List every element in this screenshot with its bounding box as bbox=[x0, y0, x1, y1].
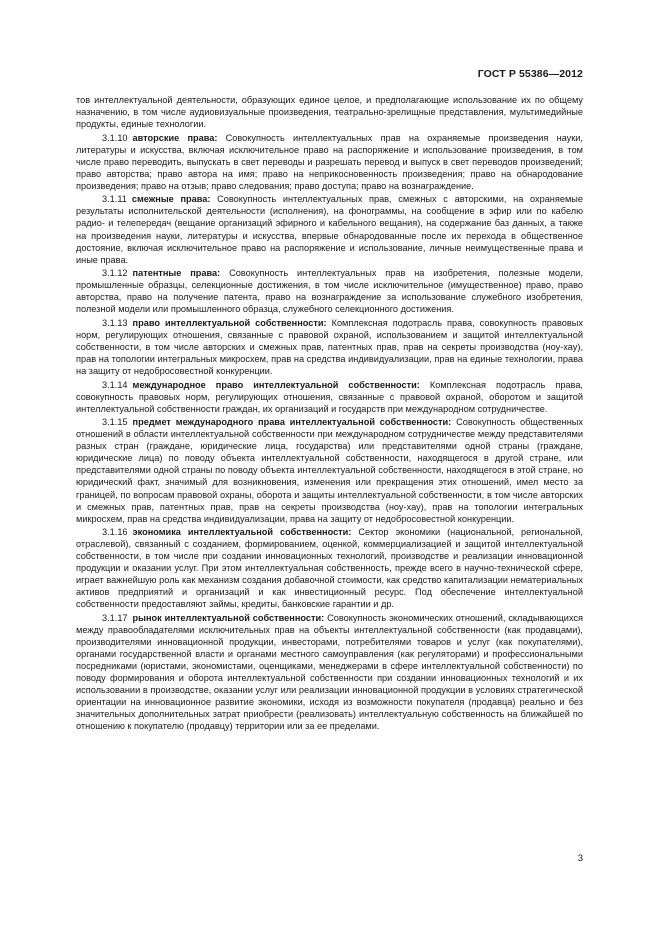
definition-3-1-10 bbox=[76, 132, 583, 192]
definition-text: Комплексная подотрасль права, совокупность правовых норм, регулирующих отношения, связанные с правовой охраной, оборотом и защитой интеллектуальной собственности граждан, их организаций и государств при международном сотрудничестве. bbox=[76, 379, 583, 414]
definition-3-1-14 bbox=[76, 379, 583, 415]
definition-number: 3.1.10 bbox=[102, 132, 128, 143]
definition-3-1-16 bbox=[76, 526, 583, 610]
definition-term: авторские права: bbox=[132, 132, 218, 143]
intro-paragraph: тов интеллектуальной деятельности, образующих единое целое, и предполагающие использование их по общему назначению, в том числе аудиовизуальные произведения, театрально-зрелищные представления, мультимедийные продукты, единые технологии. bbox=[76, 95, 583, 130]
page-number: 3 bbox=[577, 853, 583, 864]
definition-term: смежные права: bbox=[131, 194, 211, 205]
definition-text: Совокупность интеллектуальных прав, смежных с авторскими, на охраняемые результаты исполнительской деятельности (исполнения), на фонограммы, на сообщение в эфир или по кабелю радио- и телепередач (вещание организаций эфирного и кабельного вещания), на содержание баз данных, а также на произведения науки, литературы и искусства, впервые обнародованные после их перехода в общественное достояние, включая исключительное право на распоряжение и использование, личные неимущественные права и иные права. bbox=[76, 194, 583, 265]
definition-text: Совокупность интеллектуальных прав на охраняемые произведения науки, литературы и искусства, включая исключительное право на распоряжение и использование произведения, в том числе право переводить, выпускать в свет переводы и разрешать перевод и выпуск в свет переводов произведений; право авторства; право автора на имя; право на неприкосновенность произведения; право на обнародование произведения; право на отзыв; право следования; право доступа; право на вознаграждение. bbox=[76, 132, 583, 191]
definition-text: Совокупность экономических отношений, складывающихся между правообладателями исключительных прав на объекты интеллектуальной собственности (как продавцами), производителями инновационной продукции, инвесторами, потребителями товаров и услуг (как покупателями), органами государственной власти и органами местного самоуправления (как регуляторами) и профессиональными посредниками (юристами, экономистами, оценщиками, менеджерами в сфере интеллектуальной собственности) по поводу формирования и оборота интеллектуальной собственности при создании инновационных технологий и их использовании в производстве, оказании услуг или реализации инновационной продукции в условиях стратегической ориентации на инновационное развитие экономики, исходя из возможности покупателя (продавца) реально и без значительных дополнительных затрат приобрести (реализовать) интеллектуальную собственность на ближайшей по отношению к покупателю (продавцу) территории или за ее пределами. bbox=[76, 612, 583, 732]
definition-number: 3.1.13 bbox=[102, 317, 128, 328]
definition-number: 3.1.16 bbox=[102, 527, 128, 538]
definition-text: Совокупность общественных отношений в области интеллектуальной собственности при международном сотрудничестве между представителями разных стран (граждане, юридические лица, государства) или представителями одной страны (граждане, юридические лица) по поводу объекта интеллектуальной собственности, находящегося в другой стране, или представителями одной страны по поводу объекта интеллектуальной собственности, находящегося в этой стране, но юридический факт, значимый для возникновения, изменения или прекращения этих отношений, имел место за границей, по вопросам правовой охраны, оборота и защиты интеллектуальной собственности, в том числе авторских и смежных прав, патентных прав, прав на секреты производства (ноу-хау), прав на топологии интегральных микросхем, прав на средства индивидуализации, права на защиту от недобросовестной конкуренции. bbox=[76, 417, 583, 524]
definition-term: рынок интеллектуальной собственности: bbox=[132, 612, 325, 623]
definition-term: патентные права: bbox=[132, 268, 221, 279]
definition-number: 3.1.14 bbox=[102, 379, 128, 390]
definition-text: Сектор экономики (национальной, региональной, отраслевой), связанный с созданием, формированием, оценкой, коммерциализацией и защитой интеллектуальной собственности, в том числе при создании инновационных технологий, производстве и реализации инновационной продукции и оказании услуг. При этом интеллектуальная собственность, прежде всего в научно-технической сфере, играет важнейшую роль как механизм создания добавочной стоимости, как средство капитализации нематериальных активов предприятий и организаций и как инвестиционный ресурс. Под обеспечение интеллектуальной собственности предоставляют займы, кредиты, банковские гарантии и др. bbox=[76, 527, 583, 610]
definition-number: 3.1.12 bbox=[102, 268, 128, 279]
definition-term: право интеллектуальной собственности: bbox=[132, 317, 327, 328]
definition-term: предмет международного права интеллектуальной собственности: bbox=[132, 417, 452, 428]
definition-3-1-17 bbox=[76, 612, 583, 732]
definition-3-1-11 bbox=[76, 193, 583, 265]
definition-text: Комплексная подотрасль права, совокупность правовых норм, регулирующих отношения, связанные с правовой охраной, использованием и защитой интеллектуальной собственности, в том числе авторских и смежных прав, патентных прав, прав на секреты производства (ноу-хау), прав на топологии интегральных микросхем, прав на средства индивидуализации, прав на единые технологии, права на защиту от недобросовестной конкуренции. bbox=[76, 317, 583, 377]
definition-3-1-13 bbox=[76, 317, 583, 377]
definition-number: 3.1.11 bbox=[102, 194, 127, 205]
document-body bbox=[76, 94, 583, 732]
definition-term: международное право интеллектуальной собственности: bbox=[132, 379, 420, 390]
definition-3-1-15 bbox=[76, 416, 583, 524]
definition-term: экономика интеллектуальной собственности: bbox=[132, 527, 352, 538]
standard-code-header: ГОСТ Р 55386—2012 bbox=[477, 68, 583, 80]
definition-number: 3.1.15 bbox=[102, 417, 128, 428]
definition-3-1-12 bbox=[76, 267, 583, 315]
definition-number: 3.1.17 bbox=[102, 612, 128, 623]
definition-text: Совокупность интеллектуальных прав на изобретения, полезные модели, промышленные образцы, селекционные достижения, в том числе исключительное (имущественное) право, право авторства, право на получение патента, право на вознаграждение за использование служебного изобретения, полезной модели или промышленного образца, служебного селекционного достижения. bbox=[76, 268, 583, 315]
